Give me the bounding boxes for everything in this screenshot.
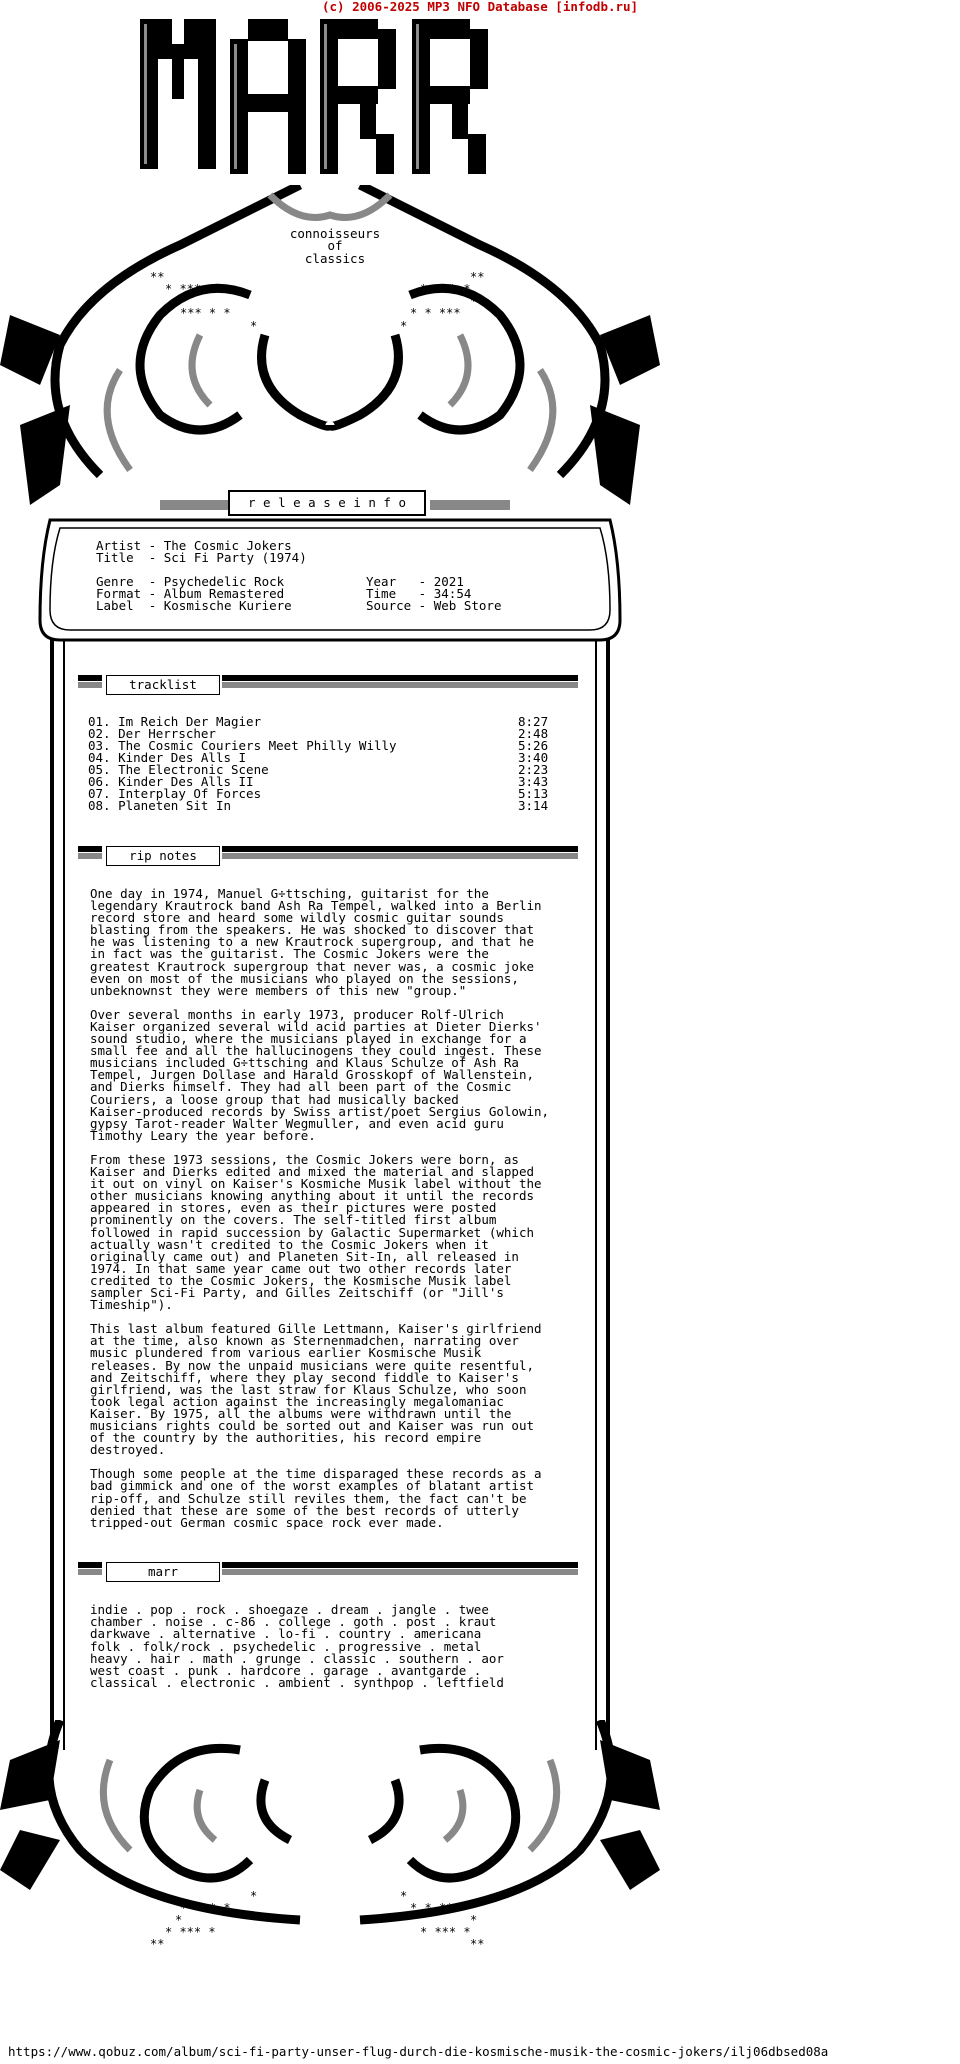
track-duration: 3:14	[518, 798, 549, 813]
source-label: Source	[366, 598, 412, 613]
svg-text:* *** *: * *** *	[420, 282, 471, 296]
track-row: 05. The Electronic Scene	[88, 762, 269, 777]
format-label: Format	[96, 586, 142, 601]
rip-notes-line: Kaiser-produced records by Swiss artist/poet Sergius Golowin,	[90, 1103, 550, 1119]
svg-text:*: *	[175, 1913, 183, 1927]
track-duration: 5:13	[518, 786, 549, 801]
rip-notes-line: Tempel, Jurgen Dollase and Harald Grosskopf of Wallenstein,	[90, 1067, 535, 1083]
label-row: Label - Kosmische Kuriere	[96, 598, 292, 613]
rip-notes-line: blasting from the speakers. He was shocked to discover that	[90, 922, 535, 938]
svg-text:**: **	[470, 1937, 485, 1950]
track-row: 02. Der Herrscher	[88, 726, 216, 741]
genre-value: Psychedelic Rock	[163, 574, 285, 589]
rip-notes-line: releases. By now the unpaid musicians were quite resentful,	[90, 1357, 535, 1373]
rip-notes-line: denied that these are some of the best records of utterly	[90, 1502, 519, 1518]
rip-notes-line: greatest Krautrock supergroup that never was, a cosmic joke	[90, 958, 535, 974]
genre-row: Genre - Psychedelic Rock	[96, 574, 285, 589]
tag-line: indie . pop . rock . shoegaze . dream . jangle . twee	[90, 1602, 489, 1617]
rip-notes-line: Over several months in early 1973, producer Rolf-Ulrich	[90, 1006, 504, 1022]
format-row: Format - Album Remastered	[96, 586, 285, 601]
rip-notes-line: of the country by the authorities, his record empire	[90, 1430, 482, 1446]
marr-logo	[130, 14, 550, 184]
svg-text:*** * *: *** * *	[180, 306, 231, 320]
rip-notes-line: record store and heard some wildly cosmic guitar sounds	[90, 910, 504, 926]
release-info-tab: r e l e a s e i n f o	[228, 490, 426, 516]
format-value: Album Remastered	[163, 586, 285, 601]
year-row: Year - 2021	[366, 574, 464, 589]
rip-notes-line: followed in rapid succession by Galactic Supermarket (which	[90, 1224, 535, 1240]
label-value: Kosmische Kuriere	[163, 598, 292, 613]
rip-notes-line: gypsy Tarot-reader Walter Wegmuller, and even acid guru	[90, 1115, 504, 1131]
rip-notes-line: prominently on the covers. The self-titled first album	[90, 1212, 497, 1228]
rip-notes-line: even on most of the musicians who played on the sessions,	[90, 970, 519, 986]
rip-notes-line: One day in 1974, Manuel G÷ttsching, guitarist for the	[90, 886, 489, 901]
svg-text:**: **	[150, 1937, 165, 1950]
rip-notes-paragraph	[90, 1468, 590, 1528]
track-row: 04. Kinder Des Alls I	[88, 750, 247, 765]
rip-notes-line: Kaiser and Dierks edited and mixed the material and slapped	[90, 1164, 535, 1180]
tracklist-tab: tracklist	[106, 675, 220, 695]
artist-row: Artist - The Cosmic Jokers	[96, 538, 292, 553]
svg-text:*: *	[250, 319, 258, 333]
tag-line: folk . folk/rock . psychedelic . progressive . metal	[90, 1638, 482, 1654]
svg-text:* *** *: * *** *	[165, 282, 216, 296]
time-label: Time	[366, 586, 397, 601]
year-label: Year	[366, 574, 397, 589]
svg-text:*** * *: *** * *	[180, 1901, 231, 1915]
copyright-header: (c) 2006-2025 MP3 NFO Database [infodb.ru]	[322, 0, 639, 14]
rip-notes-line: he was listening to a new Krautrock supergroup, and that he	[90, 934, 535, 950]
release-info-section	[0, 490, 660, 620]
rip-notes-line: appeared in stores, even as their pictures were posted	[90, 1200, 497, 1216]
rip-notes-line: and Zeitschiff, where they play second fiddle to Kaiser's	[90, 1369, 519, 1385]
track-row: 03. The Cosmic Couriers Meet Philly Willy	[88, 738, 397, 753]
rip-notes-line: credited to the Cosmic Jokers, the Kosmische Musik label	[90, 1272, 512, 1288]
rip-notes-line: girlfriend, was the last straw for Klaus Schulze, who soon	[90, 1381, 527, 1397]
rip-notes-line: From these 1973 sessions, the Cosmic Jokers were born, as	[90, 1152, 519, 1167]
rip-notes-line: it out on vinyl on Kaiser's Kosmiche Musik label without the	[90, 1176, 542, 1192]
track-duration: 3:40	[518, 750, 549, 765]
rip-notes-line: rip-off, and Schulze still reviles them, the fact can't be	[90, 1490, 527, 1506]
rip-notes-line: at the time, also known as Sternenmadchen, narrating over	[90, 1333, 519, 1349]
rip-notes-line: originally came out) and Planeten Sit-In, all released in	[90, 1248, 519, 1264]
svg-text:*: *	[400, 1889, 408, 1903]
rip-notes-line: small fee and all the hallucinogens they could ingest. These	[90, 1043, 542, 1059]
source-row: Source - Web Store	[366, 598, 502, 613]
track-duration: 5:26	[518, 738, 549, 753]
svg-text:* * ***: * * ***	[410, 1901, 461, 1915]
top-ornament	[0, 185, 660, 515]
rip-notes-line: destroyed.	[90, 1442, 166, 1458]
track-row: 06. Kinder Des Alls II	[88, 774, 254, 789]
genre-tags	[90, 1604, 504, 1689]
title-value: Sci Fi Party (1974)	[163, 550, 307, 565]
rip-notes-paragraph	[90, 1006, 590, 1143]
tracklist-header	[78, 675, 578, 697]
rip-notes-line: Timothy Leary the year before.	[90, 1127, 316, 1143]
tag-line: classical . electronic . ambient . synthpop . leftfield	[90, 1675, 504, 1691]
rip-notes-tab: rip notes	[106, 846, 220, 866]
tagline-line: of	[327, 238, 343, 254]
artist-label: Artist	[96, 538, 142, 553]
rip-notes-paragraph	[90, 1154, 590, 1311]
rip-notes-paragraph	[90, 1323, 590, 1456]
svg-text:* *** *: * *** *	[420, 1925, 471, 1939]
rip-notes-line: tripped-out German cosmic space rock ever made.	[90, 1514, 444, 1530]
svg-text:* * ***: * * ***	[410, 306, 461, 320]
genre-label: Genre	[96, 574, 134, 589]
track-row: 07. Interplay Of Forces	[88, 786, 262, 801]
rip-notes-line: in fact was the guitarist. The Cosmic Jokers were the	[90, 946, 489, 962]
marr-header	[78, 1562, 578, 1584]
bottom-ornament	[0, 1720, 660, 1950]
track-duration: 2:23	[518, 762, 549, 777]
tagline-line: connoisseurs	[289, 226, 381, 241]
time-row: Time - 34:54	[366, 586, 472, 601]
rip-notes-line: musicians rights could be sorted out and Kaiser was run out	[90, 1418, 535, 1434]
artist-value: The Cosmic Jokers	[163, 538, 292, 553]
svg-text:*: *	[400, 319, 408, 333]
year-value: 2021	[433, 574, 464, 589]
rip-notes-line: music plundered from various earlier Kosmische Musik	[90, 1345, 482, 1361]
tag-line: west coast . punk . hardcore . garage . avantgarde .	[90, 1663, 482, 1679]
time-value: 34:54	[433, 586, 472, 601]
rip-notes-line: sound studio, where the musicians played in exchange for a	[90, 1031, 527, 1047]
svg-text:* *** *: * *** *	[165, 1925, 216, 1939]
label-label: Label	[96, 598, 134, 613]
track-duration: 2:48	[518, 726, 549, 741]
rip-notes-line: and Dierks himself. They had all been part of the Cosmic	[90, 1079, 512, 1095]
source-url-link[interactable]: https://www.qobuz.com/album/sci-fi-party-unser-flug-durch-die-kosmische-musik-the-cosmic-jokers/ilj06dbsed08a	[8, 2044, 829, 2059]
rip-notes-header	[78, 846, 578, 868]
tag-line: heavy . hair . math . grunge . classic . southern . aor	[90, 1650, 504, 1666]
marr-tab: marr	[106, 1562, 220, 1582]
rip-notes-line: Kaiser organized several wild acid parties at Dieter Dierks'	[90, 1018, 542, 1034]
rip-notes-line: Though some people at the time disparaged these records as a	[90, 1466, 542, 1482]
rip-notes-line: unbeknownst they were members of this new "group."	[90, 982, 467, 998]
rip-notes-line: Couriers, a loose group that had musically backed	[90, 1091, 459, 1107]
svg-text:*: *	[250, 1889, 258, 1903]
rip-notes-line: 1974. In that same year came out two other records later	[90, 1260, 512, 1276]
rip-notes-line: legendary Krautrock band Ash Ra Tempel, walked into a Berlin	[90, 898, 542, 914]
rip-notes-line: actually wasn't credited to the Cosmic Jokers when it	[90, 1236, 489, 1252]
svg-text:**: **	[470, 270, 485, 284]
rip-notes-line: musicians included G÷ttsching and Klaus Schulze of Ash Ra	[90, 1055, 519, 1071]
title-row: Title - Sci Fi Party (1974)	[96, 550, 307, 565]
track-row: 08. Planeten Sit In	[88, 798, 231, 813]
rip-notes-line: bad gimmick and one of the worst examples of blatant artist	[90, 1478, 535, 1494]
source-value: Web Store	[433, 598, 502, 613]
rip-notes-line: This last album featured Gille Lettmann, Kaiser's girlfriend	[90, 1321, 542, 1337]
rip-notes-line: took legal action against the increasingly megalomaniac	[90, 1393, 504, 1409]
rip-notes-line: Timeship").	[90, 1297, 173, 1313]
track-row: 01. Im Reich Der Magier	[88, 714, 262, 729]
svg-text:*: *	[175, 294, 183, 308]
rip-notes-line: sampler Sci-Fi Party, and Gilles Zeitschiff (or "Jill's	[90, 1285, 504, 1301]
rip-notes-line: Kaiser. By 1975, all the albums were withdrawn until the	[90, 1405, 512, 1421]
tag-line: darkwave . alternative . lo-fi . country . americana	[90, 1626, 482, 1642]
rip-notes-line: other musicians knowing anything about it until the records	[90, 1188, 535, 1204]
tagline-line: classics	[304, 250, 366, 266]
rip-notes-paragraph	[90, 888, 590, 997]
tag-line: chamber . noise . c-86 . college . goth . post . kraut	[90, 1614, 497, 1630]
track-duration: 3:43	[518, 774, 549, 789]
svg-text:**: **	[150, 270, 165, 284]
svg-text:*: *	[470, 1913, 478, 1927]
title-label: Title	[96, 550, 134, 565]
svg-text:*: *	[470, 294, 478, 308]
track-duration: 8:27	[518, 714, 549, 729]
